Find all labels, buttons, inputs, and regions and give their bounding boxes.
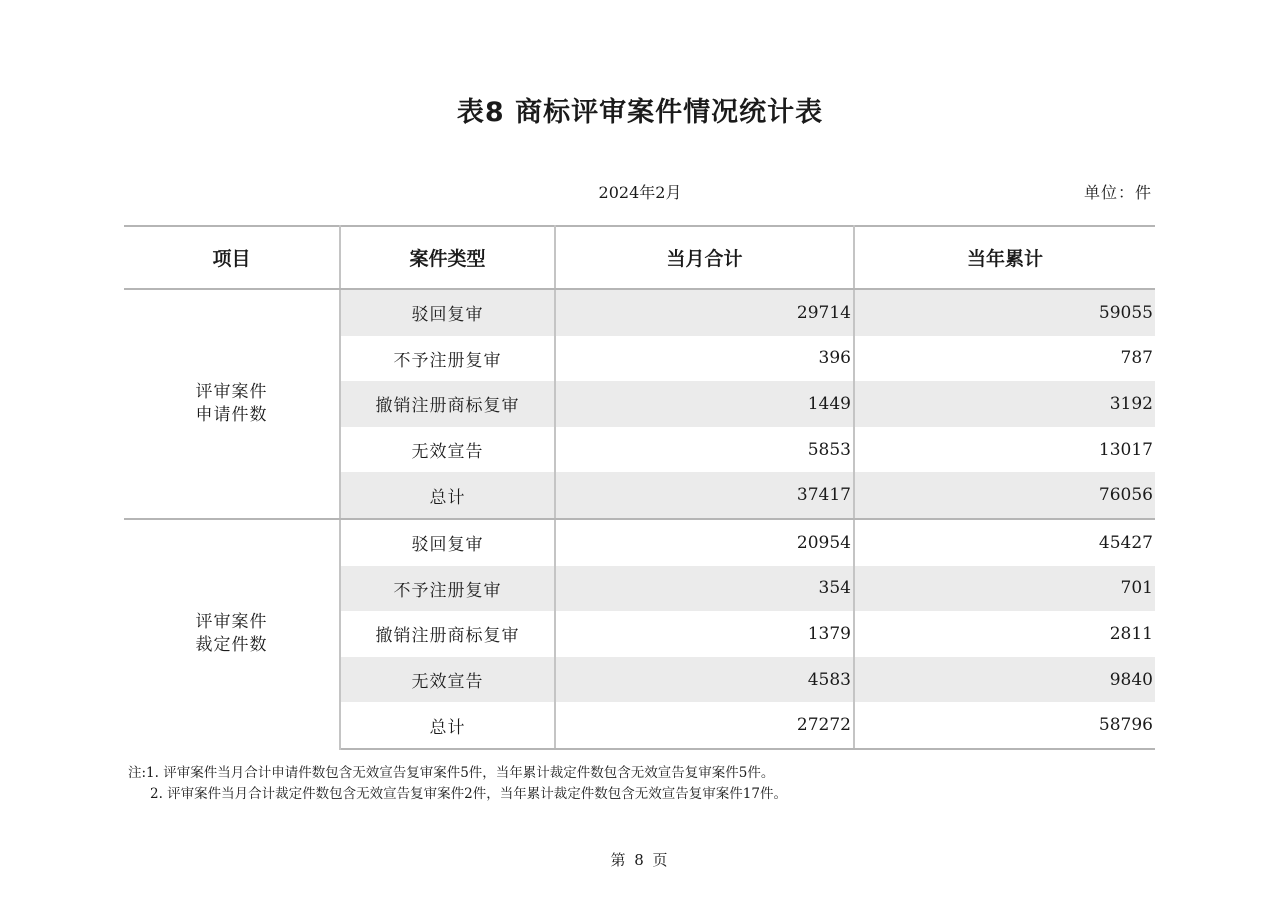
- report-date: 2024年2月: [598, 183, 682, 202]
- month-total-cell: 20954: [555, 519, 854, 566]
- case-type-cell: 驳回复审: [340, 519, 555, 566]
- footnote-2: 2. 评审案件当月合计裁定件数包含无效宣告复审案件2件，当年累计裁定件数包含无效宣告复审案件17件。: [150, 786, 787, 802]
- year-cumulative-cell: 58796: [854, 702, 1155, 749]
- month-total-cell: 1449: [555, 381, 854, 427]
- month-total-cell: 396: [555, 336, 854, 382]
- case-type-cell: 驳回复审: [340, 289, 555, 336]
- statistics-table: [124, 225, 1155, 750]
- year-cumulative-cell: 9840: [854, 657, 1155, 703]
- case-type-cell: 无效宣告: [340, 427, 555, 473]
- year-cumulative-cell: 701: [854, 566, 1155, 612]
- year-cumulative-cell: 59055: [854, 289, 1155, 336]
- unit-label: 单位：件: [1083, 183, 1152, 202]
- year-cumulative-cell: 13017: [1098, 439, 1153, 460]
- case-type-cell: 总计: [340, 702, 555, 749]
- footnotes: [128, 763, 787, 805]
- case-type-cell: 撤销注册商标复审: [340, 611, 555, 657]
- document-title: 表8 商标评审案件情况统计表: [456, 97, 824, 128]
- year-cumulative-cell: 45427: [1098, 532, 1153, 553]
- group-label-line: 评审案件: [195, 381, 268, 402]
- month-total-cell: 1379: [555, 611, 854, 657]
- group-label-rulings: [124, 519, 340, 749]
- footnote-1: 注:1. 评审案件当月合计申请件数包含无效宣告复审案件5件，当年累计裁定件数包含无效宣告复审案件5件。: [128, 765, 775, 781]
- year-cumulative-cell: 76056: [854, 472, 1155, 519]
- group-label-applications: [124, 289, 340, 519]
- case-type-cell: 撤销注册商标复审: [340, 381, 555, 427]
- header-case-type: 案件类型: [340, 226, 555, 289]
- header-item: 项目: [124, 226, 340, 289]
- table-header-row: [124, 226, 1155, 289]
- header-year-cumulative: 当年累计: [854, 226, 1155, 289]
- month-total-cell: 4583: [555, 657, 854, 703]
- month-total-cell: 5853: [555, 427, 854, 473]
- month-total-cell: 37417: [555, 472, 854, 519]
- case-type-cell: 不予注册复审: [340, 566, 555, 612]
- table-row: [124, 289, 1155, 336]
- year-cumulative-cell: 3192: [854, 381, 1155, 427]
- header-month-total: 当月合计: [555, 226, 854, 289]
- page-number: 第 8 页: [610, 851, 670, 869]
- month-total-cell: 29714: [555, 289, 854, 336]
- year-cumulative-cell: 2811: [1109, 623, 1153, 644]
- case-type-cell: 总计: [340, 472, 555, 519]
- case-type-cell: 无效宣告: [340, 657, 555, 703]
- group-label-line: 申请件数: [195, 404, 268, 425]
- year-cumulative-cell: 787: [1120, 348, 1153, 369]
- group-label-line: 评审案件: [195, 612, 268, 633]
- group-label-line: 裁定件数: [195, 635, 268, 656]
- case-type-cell: 不予注册复审: [340, 336, 555, 382]
- month-total-cell: 27272: [555, 702, 854, 749]
- table-row: [124, 519, 1155, 566]
- month-total-cell: 354: [555, 566, 854, 612]
